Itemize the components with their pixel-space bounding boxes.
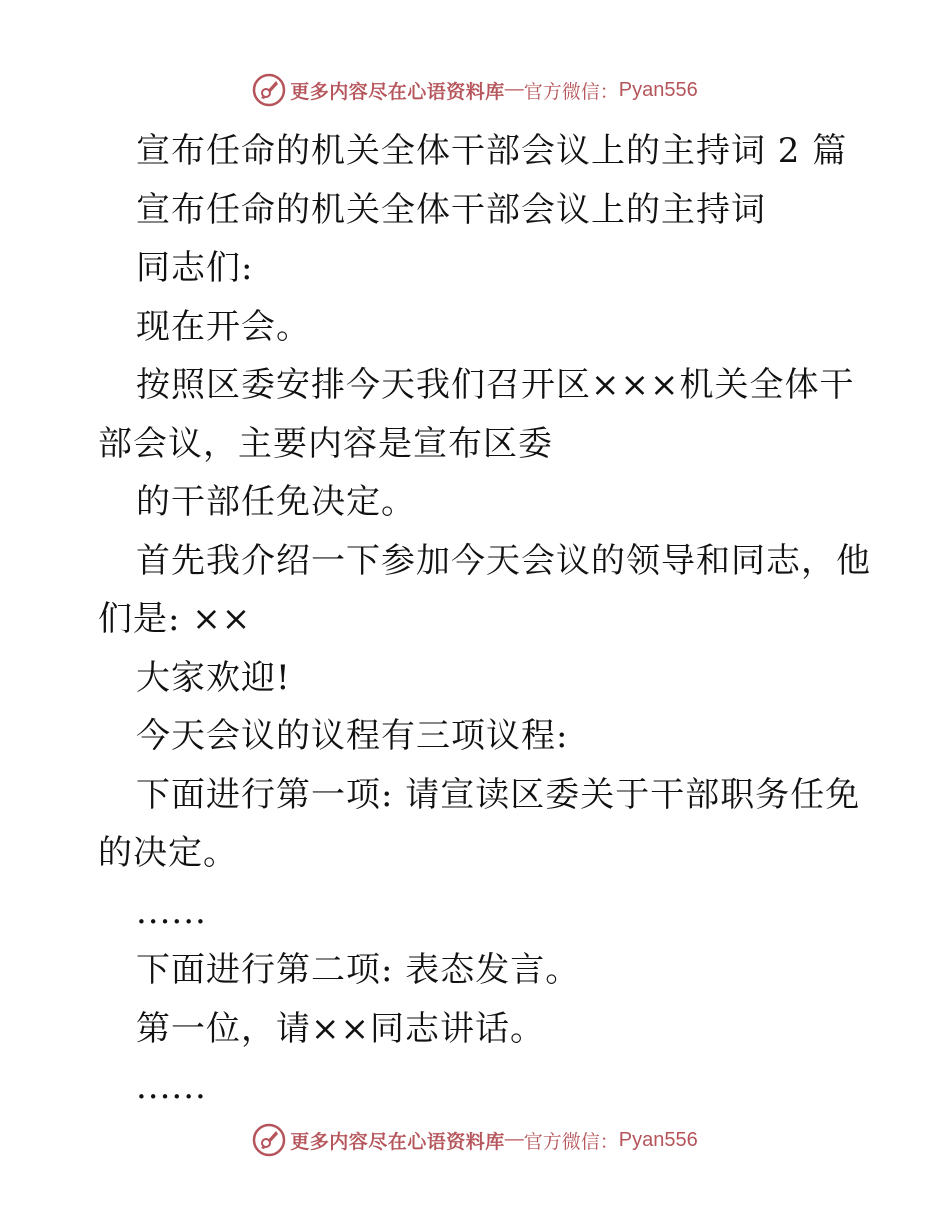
paragraph-line: 下面进行第二项: 表态发言。 [136, 950, 581, 990]
banner-wechat-id: Pyan556 [618, 78, 698, 101]
quill-logo-icon [252, 1123, 286, 1157]
ellipsis-line: ...... [136, 1067, 207, 1107]
banner-wechat-label: 官方微信： [523, 80, 619, 103]
footer-banner [0, 1120, 950, 1160]
paragraph-line: 今天会议的议程有三项议程: [136, 716, 569, 756]
paragraph-line: 同志们: [136, 248, 254, 288]
paragraph-line: 按照区委安排今天我们召开区×××机关全体干 [136, 365, 855, 405]
banner-text: 更多内容尽在心语资料库 [290, 1130, 505, 1153]
document-body [98, 122, 871, 1117]
document-title: 宣布任命的机关全体干部会议上的主持词 2 篇 [136, 131, 848, 171]
document-subtitle: 宣布任命的机关全体干部会议上的主持词 [136, 189, 766, 230]
paragraph-line: 们是: ×× [98, 599, 252, 639]
paragraph-line: 第一位，请××同志讲话。 [136, 1008, 545, 1049]
banner-separator: — [504, 79, 524, 100]
ellipsis-line: ...... [136, 891, 207, 932]
paragraph-line: 现在开会。 [136, 306, 311, 347]
paragraph-line: 大家欢迎! [136, 657, 291, 698]
paragraph-line: 下面进行第一项: 请宣读区委关于干部职务任免 [136, 774, 861, 815]
paragraph-line: 的决定。 [98, 833, 238, 873]
banner-wechat-id: Pyan556 [618, 1128, 698, 1151]
header-banner [0, 70, 950, 110]
paragraph-line: 的干部任免决定。 [136, 482, 416, 522]
banner-wechat-label: 官方微信： [523, 1130, 619, 1153]
quill-logo-icon [252, 73, 286, 107]
paragraph-line: 首先我介绍一下参加今天会议的领导和同志，他 [136, 540, 871, 581]
paragraph-line: 部会议，主要内容是宣布区委 [98, 423, 553, 464]
banner-separator: — [504, 1129, 524, 1150]
banner-text: 更多内容尽在心语资料库 [290, 80, 505, 103]
